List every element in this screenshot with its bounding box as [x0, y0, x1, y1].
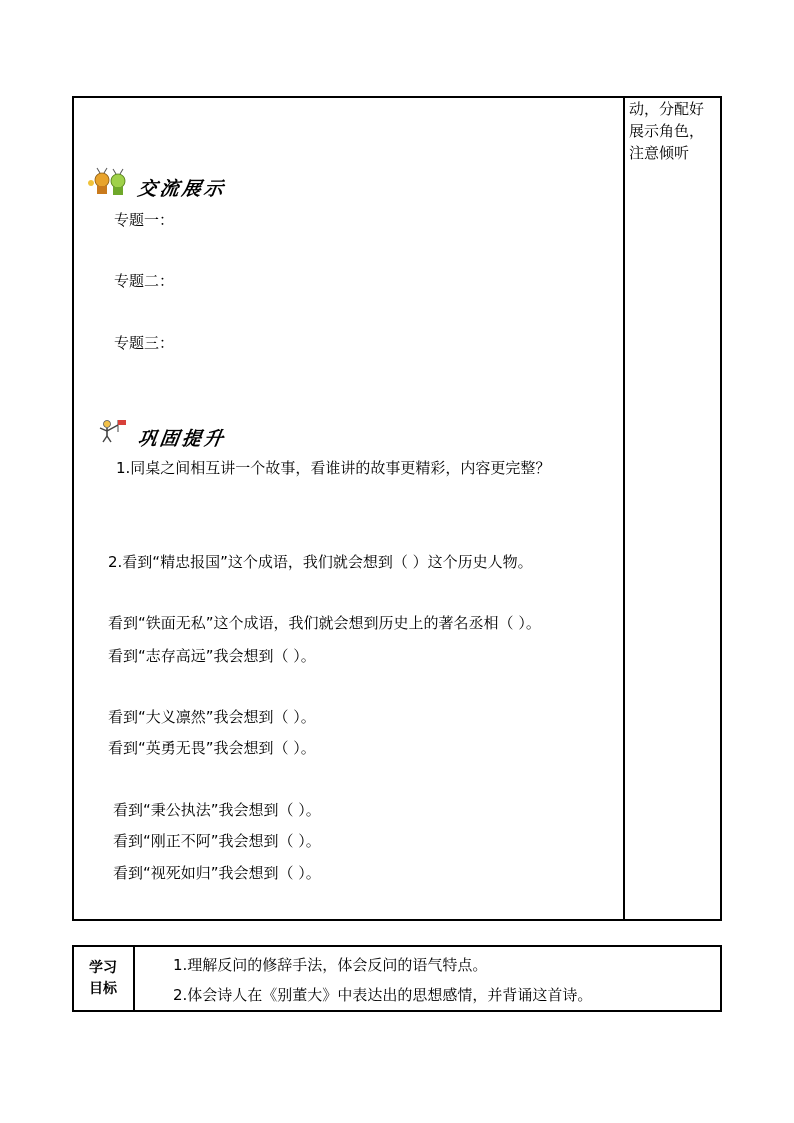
section-title-consolidate: 巩固提升: [136, 428, 228, 450]
goal-item: 2.体会诗人在《别董大》中表达出的思想感情，并背诵这首诗。: [173, 986, 593, 1004]
fill-line: 看到“大义凛然”我会想到（ ）。: [108, 708, 316, 726]
sidebar-line: 注意倾听: [629, 144, 690, 162]
sidebar-note: [629, 98, 704, 164]
sidebar-line: 动，分配好: [629, 100, 705, 118]
question-2: 2.看到“精忠报国”这个成语，我们就会想到（ ）这个历史人物。: [108, 553, 533, 571]
fill-line: 看到“英勇无畏”我会想到（ ）。: [108, 739, 316, 757]
goal-item: 1.理解反问的修辞手法，体会反问的语气特点。: [173, 956, 488, 974]
sidebar-line: 展示角色，: [629, 122, 705, 140]
section-title-exchange: 交流展示: [136, 178, 228, 200]
cartoon-figures-icon: [86, 167, 130, 197]
column-divider: [623, 96, 625, 921]
goals-label-line: 目标: [89, 981, 117, 997]
topic-1-label: 专题一：: [114, 211, 175, 229]
fill-line: 看到“秉公执法”我会想到（ ）。: [113, 801, 321, 819]
fill-line: 看到“刚正不阿”我会想到（ ）。: [113, 832, 321, 850]
topic-3-label: 专题三：: [114, 334, 175, 352]
fill-line: 看到“铁面无私”这个成语，我们就会想到历史上的著名丞相（ ）。: [108, 614, 541, 632]
stick-figure-flag-icon: [96, 418, 132, 444]
goals-divider: [133, 945, 135, 1012]
question-1: 1.同桌之间相互讲一个故事，看谁讲的故事更精彩，内容更完整？: [116, 459, 551, 477]
goals-label: [74, 958, 132, 1000]
fill-line: 看到“视死如归”我会想到（ ）。: [113, 864, 321, 882]
topic-2-label: 专题二：: [114, 272, 175, 290]
goals-label-line: 学习: [89, 960, 117, 976]
fill-line: 看到“志存高远”我会想到（ ）。: [108, 647, 316, 665]
